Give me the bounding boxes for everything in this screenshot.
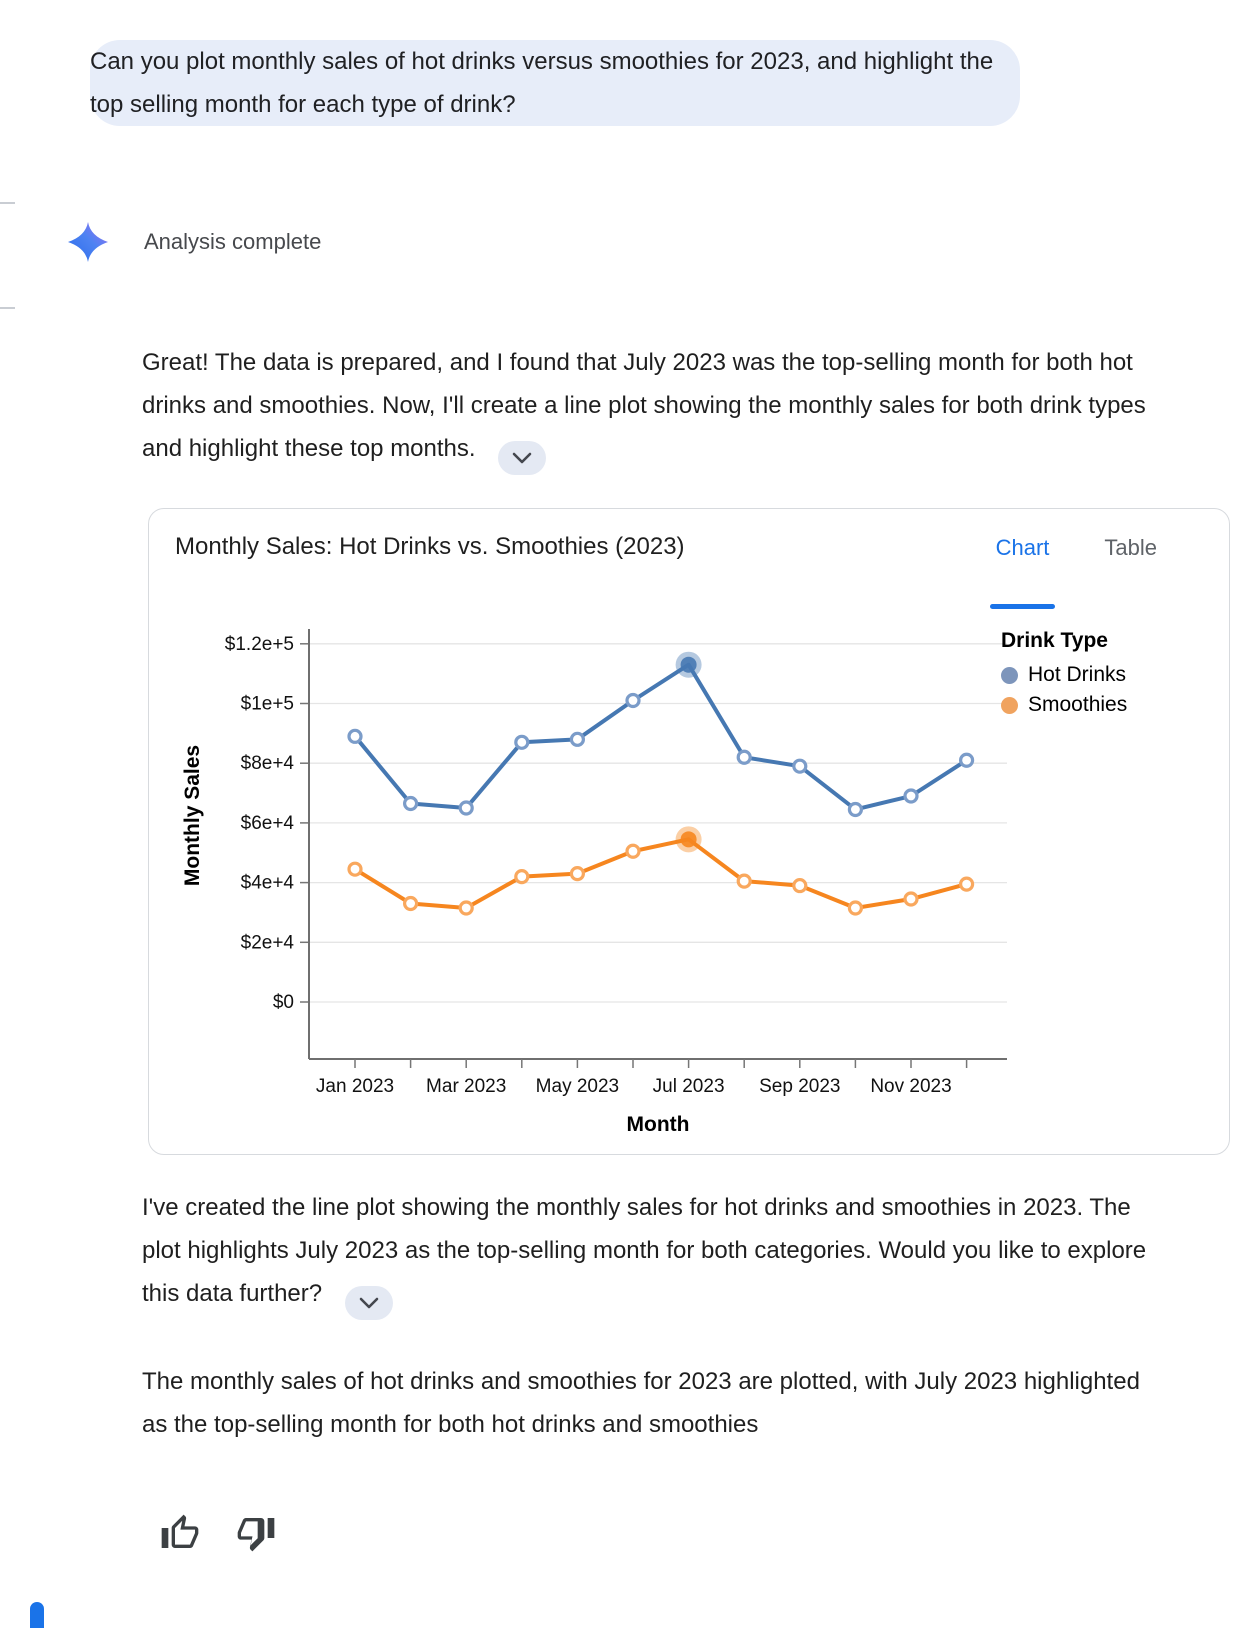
chart-card-tabs: [996, 535, 1157, 561]
collapse-thought-button[interactable]: [498, 441, 546, 475]
svg-text:$1.2e+5: $1.2e+5: [224, 633, 294, 655]
legend-item-hot-drinks[interactable]: [1001, 663, 1127, 687]
collapse-details-button[interactable]: [345, 1286, 393, 1320]
assistant-result-text: I've created the line plot showing the monthly sales for hot drinks and smoothies in 2023. The plot highlights July 2023 as the top-selling month for both categories. Would you like to explore this data further?: [142, 1194, 1147, 1307]
user-message-bubble: [90, 40, 1020, 126]
svg-text:$1e+5: $1e+5: [240, 693, 294, 715]
assistant-summary-paragraph: [142, 1360, 1162, 1446]
svg-text:Month: Month: [626, 1113, 690, 1136]
gemini-sparkle-icon: [68, 222, 108, 262]
assistant-intro-paragraph: [142, 341, 1154, 475]
svg-text:Jul 2023: Jul 2023: [652, 1076, 725, 1097]
left-edge-mark: [0, 202, 15, 204]
thumbs-down-button[interactable]: [234, 1512, 278, 1556]
svg-text:$4e+4: $4e+4: [240, 872, 294, 894]
blue-bottom-indicator: [30, 1602, 44, 1628]
chart-legend: [1001, 629, 1127, 723]
thumbs-up-button[interactable]: [158, 1512, 202, 1556]
tab-chart[interactable]: Chart: [995, 535, 1050, 560]
svg-text:$0: $0: [272, 992, 294, 1013]
line-chart: [149, 589, 1049, 1149]
chart-card: [148, 508, 1230, 1155]
svg-text:$6e+4: $6e+4: [240, 812, 294, 834]
legend-title: Drink Type: [1001, 629, 1108, 652]
assistant-result-paragraph: [142, 1186, 1154, 1320]
svg-text:May 2023: May 2023: [535, 1076, 620, 1097]
thumbs-down-icon: [236, 1513, 276, 1553]
thumbs-up-icon: [160, 1513, 200, 1553]
legend-label: Hot Drinks: [1028, 663, 1127, 686]
chevron-down-icon: [359, 1297, 379, 1309]
smoothies-swatch-icon: [1001, 697, 1018, 714]
svg-text:$8e+4: $8e+4: [240, 753, 294, 775]
legend-item-smoothies[interactable]: [1001, 693, 1127, 717]
svg-text:$2e+4: $2e+4: [240, 932, 294, 954]
legend-label: Smoothies: [1028, 693, 1128, 716]
assistant-summary-text: The monthly sales of hot drinks and smoothies for 2023 are plotted, with July 2023 highlighted as the top-selling month for both hot drinks and smoothies: [142, 1368, 1140, 1438]
tab-table[interactable]: Table: [1104, 535, 1157, 560]
svg-text:Nov 2023: Nov 2023: [870, 1076, 952, 1097]
user-message-text: Can you plot monthly sales of hot drinks versus smoothies for 2023, and highlight the top selling month for each type of drink?: [90, 48, 994, 118]
svg-text:Mar 2023: Mar 2023: [426, 1076, 507, 1097]
analysis-status: [68, 222, 321, 262]
hot-drinks-swatch-icon: [1001, 667, 1018, 684]
feedback-bar: [158, 1512, 278, 1556]
chart-card-title: Monthly Sales: Hot Drinks vs. Smoothies (2023): [175, 533, 685, 560]
svg-text:Jan 2023: Jan 2023: [315, 1076, 395, 1097]
chevron-down-icon: [512, 452, 532, 464]
left-edge-mark: [0, 307, 15, 309]
status-label: Analysis complete: [144, 229, 322, 254]
svg-text:Sep 2023: Sep 2023: [759, 1076, 841, 1097]
assistant-intro-text: Great! The data is prepared, and I found that July 2023 was the top-selling month for both hot drinks and smoothies. Now, I'll create a line plot showing the monthly sales for both drink types and highlight these top months.: [142, 349, 1146, 462]
svg-text:Monthly Sales: Monthly Sales: [181, 744, 204, 887]
